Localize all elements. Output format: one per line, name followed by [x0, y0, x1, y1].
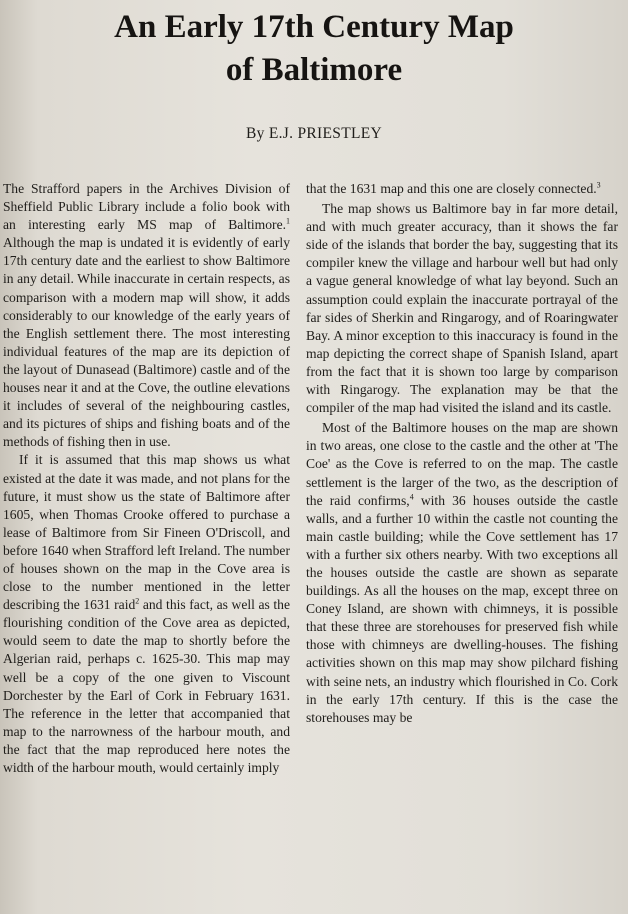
- footnote-ref: 4: [409, 492, 414, 502]
- paragraph: [306, 200, 618, 417]
- paragraph-text: The map shows us Baltimore bay in far more detail, and with much greater accuracy, than it shows the far side of the islands that border the bay, suggesting that its compiler knew the village and harbour well but had only a vague general knowledge of what lay beyond. Such an assumption could explain the inaccurate portrayal of the far sides of Sherkin and Ringarogy, and of Roaringwater Bay. A minor exception to this inaccuracy is found in the map depicting the correct shape of Spanish Island, apart from the fact that it is shown too large by comparison with Ringarogy. The explanation may be that the compiler of the map had visited the island and its castle.: [306, 201, 618, 416]
- footnote-ref: 1: [286, 216, 290, 226]
- paragraph: [306, 180, 618, 198]
- paragraph: [3, 180, 290, 451]
- title-line-1: An Early 17th Century Map: [114, 9, 514, 45]
- paragraph-text: and this fact, as well as the flourishing condition of the Cove area as depicted, would seem to date the map to shortly before the Algerian raid, perhaps c. 1625-30. This map may well be a copy of the one given to Viscount Dorchester by the Earl of Cork in February 1631. The reference in the letter that accompanied that map to the narrowness of the harbour mouth, and the fact that the map reproduced here notes the width of the harbour mouth, would certainly imply: [3, 597, 290, 775]
- footnote-ref: 3: [596, 180, 601, 190]
- paragraph-text: Although the map is undated it is evidently of early 17th century date and the earliest to show Baltimore in any detail. While inaccurate in certain respects, as comparison with a modern map will show, it adds considerably to our knowledge of the early years of the English settlement there. The most interesting individual features of the map are its depiction of the layout of Dunasead (Baltimore) castle and of the houses near it and at the Cove, the outline elevations it includes of several of the neighbouring castles, and its pictures of ships and fishing boats and of the methods of fishing then in use.: [3, 235, 290, 450]
- left-column: [3, 180, 290, 777]
- paragraph: [3, 451, 290, 777]
- title-line-2: of Baltimore: [225, 52, 403, 88]
- article-title: [0, 6, 628, 92]
- paragraph: [306, 419, 618, 727]
- byline: By E.J. PRIESTLEY: [246, 125, 382, 142]
- paragraph-text: that the 1631 map and this one are closely connected.: [306, 181, 597, 196]
- paragraph-text: with 36 houses outside the castle walls, and a further 10 within the castle not counting the main castle building; while the Cove settlement has 17 with a further six others nearby. With two exceptions all the houses outside the castle are shown as separate buildings. As all the houses on the map, except three on Coney Island, are shown with chimneys, it is possible that these three are storehouses for preserved fish while those with chimneys are dwelling-houses. The fishing activities shown on this map may show pilchard fishing with seine nets, an industry which flourished in Co. Cork in the early 17th century. If this is the case the storehouses may be: [306, 492, 618, 725]
- paragraph-text: The Strafford papers in the Archives Division of Sheffield Public Library include a folio book with an interesting early MS map of Baltimore.: [3, 181, 290, 233]
- footnote-ref: 2: [135, 596, 140, 606]
- paragraph-text: Most of the Baltimore houses on the map are shown in two areas, one close to the castle and the other at 'The Coe' as the Cove is referred to on the map. The castle settlement is the larger of the two, as the description of the raid confirms,: [306, 420, 618, 508]
- right-column: [306, 180, 618, 727]
- paragraph-text: If it is assumed that this map shows us what existed at the date it was made, and not plans for the future, it must show us the state of Baltimore after 1605, when Thomas Crooke offered to purchase a lease of Baltimore from Sir Fineen O'Driscoll, and before 1640 when Strafford left Ireland. The number of houses shown on the map in the Cove area is close to the number mentioned in the letter describing the 1631 raid: [3, 452, 290, 613]
